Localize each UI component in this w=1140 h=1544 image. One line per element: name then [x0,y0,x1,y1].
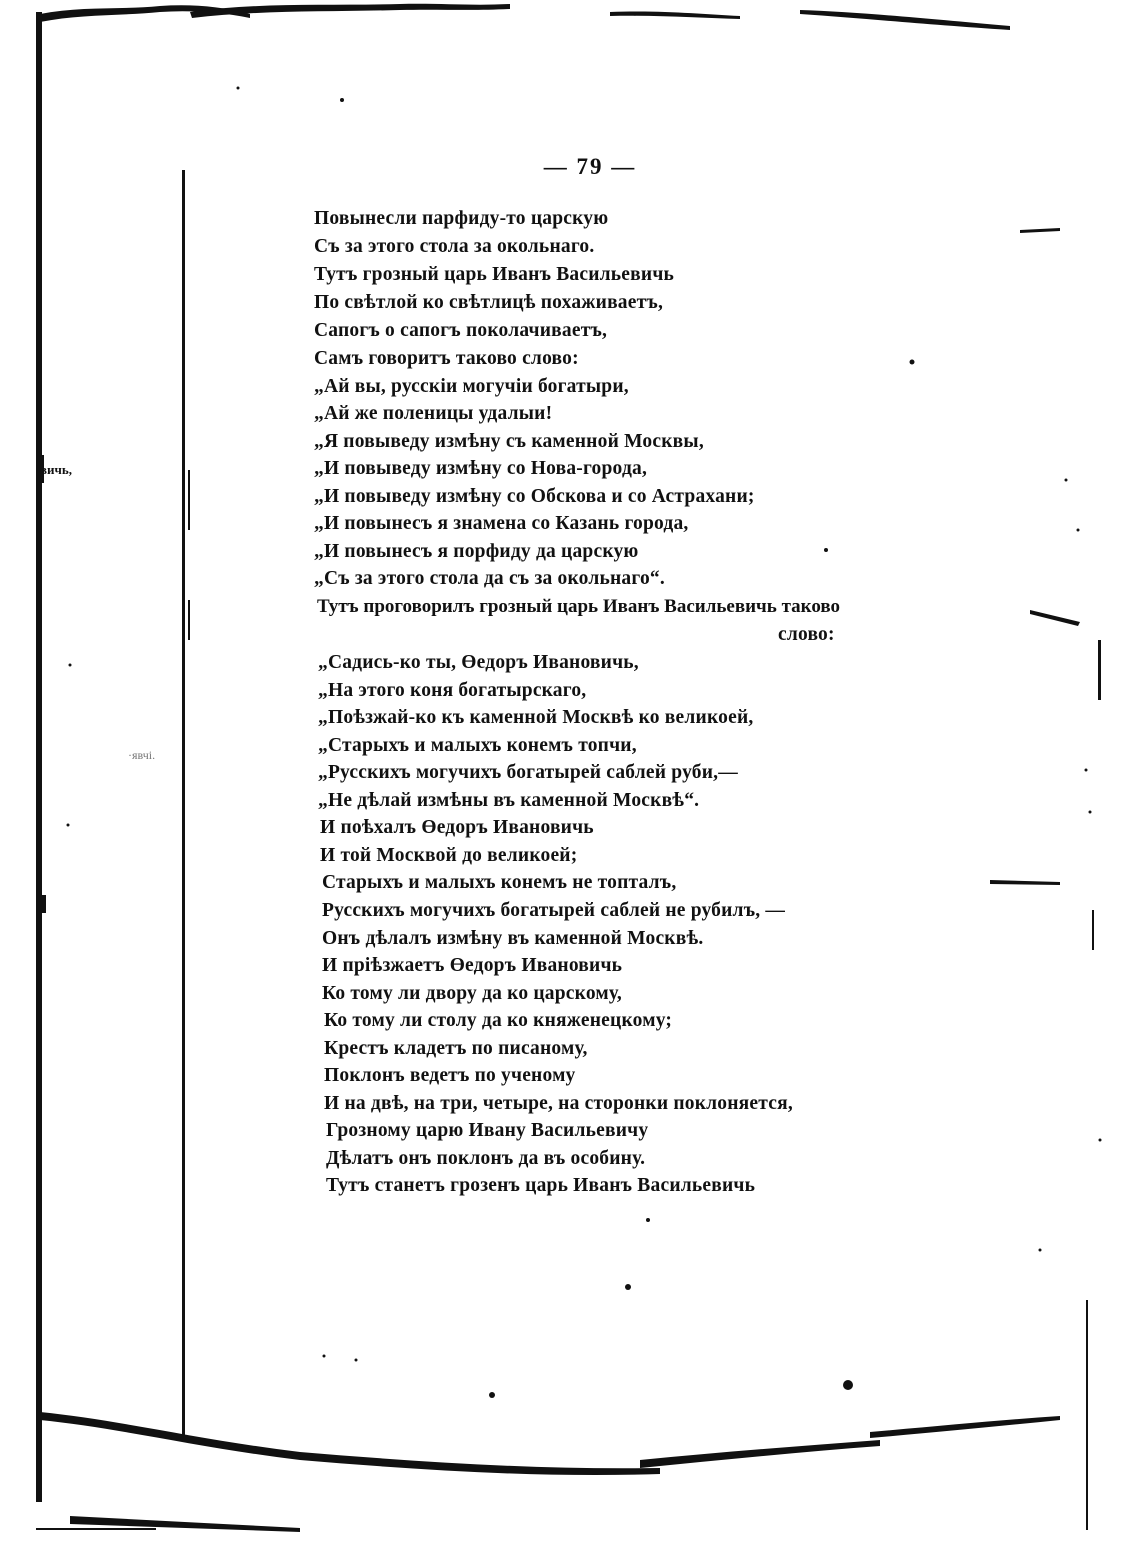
text-line: И той Москвой до великоей; [320,845,578,866]
text-line: Сапогъ о сапогъ поколачиваетъ, [314,320,608,341]
text-line: „Не дѣлай измѣны въ каменной Москвѣ“. [318,790,700,811]
text-line: „И повынесъ я порфиду да царскую [314,541,639,562]
text-line: Съ за этого стола за окольнаго. [314,236,595,257]
text-line: „И повыведу измѣну со Нова-города, [314,458,648,479]
margin-fragment: ·явчі. [128,748,156,762]
text-line: Самъ говоритъ таково слово: [314,348,579,369]
text-line: „И повынесъ я знамена со Казань города, [314,513,689,534]
text-line: Ко тому ли столу да ко княженецкому; [324,1010,673,1031]
text-line: И пріѣзжаетъ Өедоръ Ивановичь [322,955,623,976]
text-line: Дѣлатъ онъ поклонъ да въ особину. [326,1148,646,1169]
text-line: Поклонъ ведетъ по ученому [324,1065,576,1086]
margin-fragment: вичь, [40,462,72,477]
text-line: „Старыхъ и малыхъ конемъ топчи, [318,735,637,756]
text-line: И поѣхалъ Өедоръ Ивановичь [320,817,594,838]
page-number: — 79 — [543,154,637,179]
text-line: Старыхъ и малыхъ конемъ не топталъ, [322,872,677,893]
text-line: „Съ за этого стола да съ за окольнаго“. [314,568,665,589]
text-line: „Ай же поленицы удалыи! [314,403,553,424]
text-line: Ко тому ли двору да ко царскому, [322,983,622,1004]
text-line: „Поѣзжай-ко къ каменной Москвѣ ко великоей, [318,707,754,728]
text-line: „Ай вы, русскіи могучіи богатыри, [314,376,629,397]
text-line: Крестъ кладетъ по писаному, [324,1038,588,1059]
text-line: И на двѣ, на три, четыре, на сторонки поклоняется, [324,1093,793,1114]
text-line: По свѣтлой ко свѣтлицѣ похаживаетъ, [314,292,664,313]
text-line: „Я повыведу измѣну съ каменной Москвы, [314,431,704,452]
text-line: Грозному царю Ивану Васильевичу [326,1120,649,1141]
text-line: „И повыведу измѣну со Обскова и со Астрахани; [314,486,755,507]
text-line: Тутъ грозный царь Иванъ Васильевичь [314,264,675,285]
text-line: Онъ дѣлалъ измѣну въ каменной Москвѣ. [322,928,704,949]
text-line: Тутъ проговорилъ грозный царь Иванъ Васильевичь таково [317,596,840,617]
text-line: Русскихъ могучихъ богатырей саблей не рубилъ, — [322,900,786,921]
text-line: Повынесли парфиду-то царскую [314,208,609,229]
text-line: „Садись-ко ты, Өедоръ Ивановичь, [318,652,639,673]
text-line: „На этого коня богатырскаго, [318,680,587,701]
text-line: „Русскихъ могучихъ богатырей саблей руби,— [318,762,738,783]
text-line: слово: [778,624,835,645]
text-line: Тутъ станетъ грозенъ царь Иванъ Васильевичь [326,1175,756,1196]
